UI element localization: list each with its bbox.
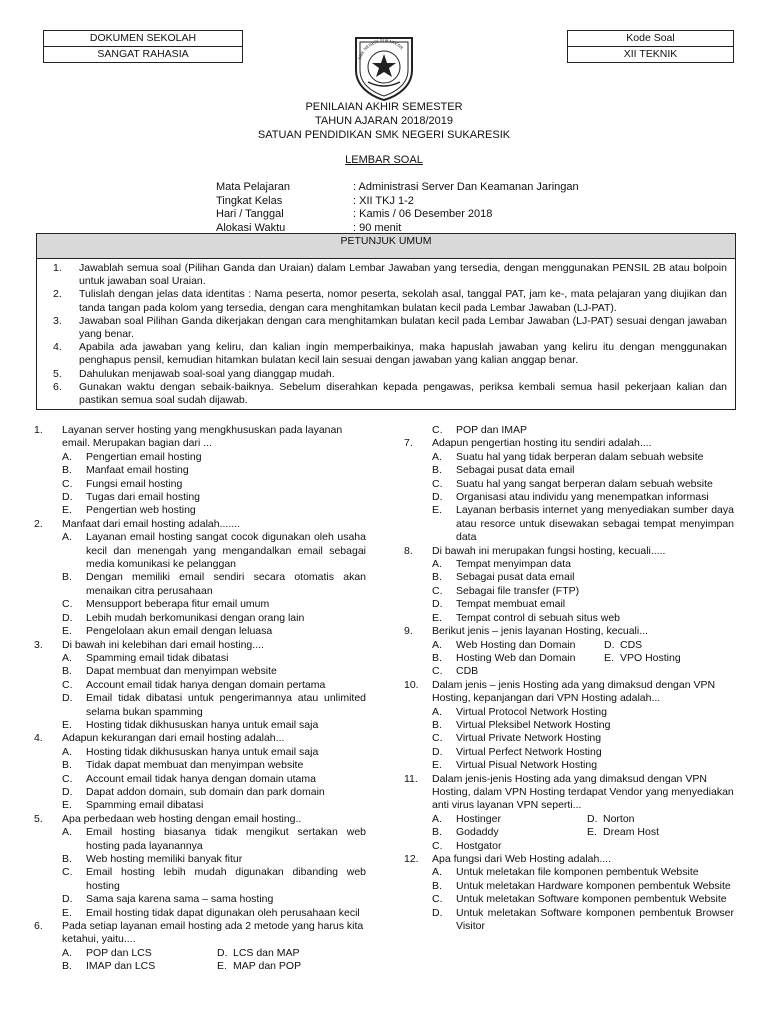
option-d[interactable]: D. Virtual Perfect Network Hosting	[432, 745, 602, 758]
instruction-item: 6. Gunakan waktu dengan sebaik-baiknya. Sebelum diserahkan kepada pengawas, periksa kembali semua hasil pekerjaan kalian dan pastikan semua soal sudah dijawab.	[53, 380, 727, 407]
option-d[interactable]: D. Email tidak dibatasi untuk pengerimannya atau unlimited selama bukan spamming	[62, 692, 366, 718]
option-a[interactable]: A. Suatu hal yang tidak berperan dalam sebuah website	[432, 450, 704, 463]
question-5: 5. Apa perbedaan web hosting dengan email hosting.. A. Email hosting biasanya tidak mengikut sertakan web hosting pada layanannya B. Web hosting memiliki banyak fitur C. Email hosting lebih mudah digunakan dibanding web hosting D. Sama saja karena sama – sama hosting E. Email hosting tidak dapat digunakan oleh perusahaan kecil	[34, 812, 366, 919]
question-7: 7. Adapun pengertian hosting itu sendiri adalah.... A. Suatu hal yang tidak berperan dalam sebuah website B. Sebagai pusat data email C. Suatu hal yang sangat berperan dalam sebuah website D. Organisasi atau individu yang menempatkan informasi E. Layanan berbasis internet yang menyediakan sumber daya atau resorce untuk disewakan sebagai tempat menyimpan data	[404, 437, 734, 544]
option-b[interactable]: B. Untuk meletakan Hardware komponen pembentuk Website	[432, 879, 731, 892]
option-a[interactable]: A. Layanan email hosting sangat cocok digunakan oleh usaha kecil dan menengah yang mengandalkan email sebagai media komunikasi ke pelanggan	[62, 531, 366, 571]
confidentiality-label: SANGAT RAHASIA	[97, 48, 189, 60]
option-a[interactable]: A. Hostinger	[432, 812, 501, 825]
option-d[interactable]: D. Lebih mudah berkomunikasi dengan orang lain	[62, 611, 305, 624]
option-d[interactable]: D. Sama saja karena sama – sama hosting	[62, 893, 274, 906]
question-column-right	[404, 424, 734, 933]
option-d[interactable]: D. Tugas dari email hosting	[62, 491, 201, 504]
option-c[interactable]: C. Account email tidak hanya dengan domain pertama	[62, 678, 326, 691]
option-c[interactable]: C. Email hosting lebih mudah digunakan dibanding web hosting	[62, 866, 366, 892]
question-2: 2. Manfaat dari email hosting adalah....... A. Layanan email hosting sangat cocok digunakan oleh usaha kecil dan menengah yang mengandalkan email sebagai media komunikasi ke pelanggan B. Dengan memiliki email sendiri secara otomatis akan menaikan citra perusahaan C. Mensupport beberapa fitur email umum D. Lebih mudah berkomunikasi dengan orang lain E. Pengelolaan akun email dengan leluasa	[34, 517, 366, 638]
exam-info	[216, 181, 636, 235]
document-class-label: DOKUMEN SEKOLAH	[44, 31, 242, 47]
question-6: 6. Pada setiap layanan email hosting ada 2 metode yang harus kita ketahui, yaitu.... A. POP dan LCS D. LCS dan MAP B. IMAP dan LCS E. MAP dan POP	[34, 920, 364, 973]
option-b[interactable]: B. IMAP dan LCS	[62, 960, 156, 973]
option-a[interactable]: A. POP dan LCS	[62, 946, 152, 959]
option-b[interactable]: B. Dengan memiliki email sendiri secara otomatis akan menaikan citra perusahaan	[62, 571, 366, 597]
option-b[interactable]: B. Dapat membuat dan menyimpan website	[62, 665, 277, 678]
option-d[interactable]: D. LCS dan MAP	[217, 946, 300, 959]
option-b[interactable]: B. Hosting Web dan Domain	[432, 651, 576, 664]
option-d[interactable]: D. Organisasi atau individu yang menempatkan informasi	[432, 491, 709, 504]
general-instructions	[36, 233, 736, 410]
option-d[interactable]: D. CDS	[604, 638, 643, 651]
option-b[interactable]: B. Virtual Pleksibel Network Hosting	[432, 718, 611, 731]
instruction-item: 1. Jawablah semua soal (Pilihan Ganda dan Uraian) dalam Lembar Jawaban yang tersedia, dengan menggunakan PENSIL 2B atau bolpoin untuk jawaban soal Uraian.	[53, 262, 727, 288]
option-b[interactable]: B. Sebagai pusat data email	[432, 571, 575, 584]
option-b[interactable]: B. Web hosting memiliki banyak fitur	[62, 853, 243, 865]
option-a[interactable]: A. Web Hosting dan Domain	[432, 638, 576, 651]
option-a[interactable]: A. Email hosting biasanya tidak mengikut sertakan web hosting pada layanannya	[62, 826, 366, 852]
option-e[interactable]: E. Hosting tidak dikhususkan hanya untuk email saja	[62, 718, 319, 731]
exam-code-box	[567, 30, 734, 63]
option-e[interactable]: E. Layanan berbasis internet yang menyediakan sumber daya atau resorce untuk disewakan sebagai tempat menyimpan data	[432, 504, 734, 544]
option-b[interactable]: B. Manfaat email hosting	[62, 464, 189, 477]
question-column-left	[34, 424, 366, 974]
logo-text: SMK NEGERI SUKARESIK	[356, 37, 405, 61]
option-b[interactable]: B. Godaddy	[432, 826, 499, 839]
option-e[interactable]: E. Spamming email dibatasi	[62, 799, 204, 812]
option-d[interactable]: D. Norton	[587, 812, 635, 825]
instruction-item: 2. Tulislah dengan jelas data identitas : Nama peserta, nomor peserta, sekolah asal, tanggal PAT, jam ke-, mata pelajaran yang diujikan dan tanda tangan pada kolom yang tersedia, dengan cara menghitamkan bulatan kecil pada Lembar Jawaban (LJ-PAT).	[53, 288, 727, 314]
question-10: 10. Dalam jenis – jenis Hosting ada yang dimaksud dengan VPN Hosting, kepanjangan dari VPN Hosting adalah... A. Virtual Protocol Network Hosting B. Virtual Pleksibel Network Hosting C. Virtual Private Network Hosting D. Virtual Perfect Network Hosting E. Virtual Pisual Network Hosting	[404, 679, 734, 773]
question-9: 9. Berikut jenis – jenis layanan Hosting, kecuali... A. Web Hosting dan Domain D. CDS B. Hosting Web dan Domain E. VPO Hosting C. CDB	[404, 625, 681, 678]
option-d[interactable]: D. Tempat membuat email	[432, 598, 566, 611]
question-4: 4. Adapun kekurangan dari email hosting adalah... A. Hosting tidak dikhususkan hanya untuk email saja B. Tidak dapat membuat dan menyimpan website C. Account email tidak hanya dengan domain utama D. Dapat addon domain, sub domain dan park domain E. Spamming email dibatasi	[34, 732, 366, 812]
instruction-item: 4. Apabila ada jawaban yang keliru, dan kalian ingin memperbaikinya, maka hapuslah jawaban yang keliru itu dengan menggunakan penghapus pensil, kemudian hitamkan bulatan kecil lain sesuai dengan jawaban yang kalian anggap benar.	[53, 341, 727, 367]
option-e[interactable]: E. VPO Hosting	[604, 651, 681, 664]
info-row-date: Hari / Tanggal : Kamis / 06 Desember 2018	[216, 208, 493, 220]
option-c[interactable]: C. Fungsi email hosting	[62, 477, 183, 490]
option-c[interactable]: C. Account email tidak hanya dengan domain utama	[62, 772, 316, 785]
instruction-item: 3. Jawaban soal Pilihan Ganda dikerjakan dengan cara menghitamkan bulatan kecil pada Lembar Jawaban (LJ-PAT) sesuai dengan jawaban yang benar.	[53, 314, 727, 341]
option-d[interactable]: D. Dapat addon domain, sub domain dan park domain	[62, 785, 325, 798]
sheet-title: LEMBAR SOAL	[345, 154, 423, 166]
option-c[interactable]: C. Sebagai file transfer (FTP)	[432, 584, 580, 597]
exam-code-value: XII TEKNIK	[623, 48, 678, 60]
info-row-duration: Alokasi Waktu : 90 menit	[216, 221, 402, 234]
option-a[interactable]: A. Pengertian email hosting	[62, 450, 202, 463]
option-a[interactable]: A. Virtual Protocol Network Hosting	[432, 705, 607, 718]
option-b[interactable]: B. Tidak dapat membuat dan menyimpan website	[62, 759, 304, 772]
option-b[interactable]: B. Sebagai pusat data email	[432, 464, 575, 477]
exam-title: PENILAIAN AKHIR SEMESTER	[305, 101, 463, 113]
option-c[interactable]: C. Virtual Private Network Hosting	[432, 732, 602, 745]
info-row-subject: Mata Pelajaran : Administrasi Server Dan Keamanan Jaringan	[216, 181, 579, 193]
option-e[interactable]: E. MAP dan POP	[217, 960, 302, 973]
option-e[interactable]: E. Virtual Pisual Network Hosting	[432, 759, 598, 772]
school-name: SATUAN PENDIDIKAN SMK NEGERI SUKARESIK	[257, 129, 511, 141]
option-a[interactable]: A. Tempat menyimpan data	[432, 558, 571, 571]
option-c[interactable]: C. CDB	[432, 665, 479, 678]
option-c[interactable]: C. Mensupport beberapa fitur email umum	[62, 598, 270, 611]
option-e[interactable]: E. Email hosting tidak dapat digunakan oleh perusahaan kecil	[62, 906, 360, 919]
option-c[interactable]: C. POP dan IMAP	[432, 424, 528, 436]
option-e[interactable]: E. Dream Host	[587, 826, 660, 839]
option-c[interactable]: C. Suatu hal yang sangat berperan dalam sebuah website	[432, 477, 713, 490]
academic-year: TAHUN AJARAN 2018/2019	[315, 115, 453, 127]
option-c[interactable]: C. Hostgator	[432, 839, 502, 852]
option-e[interactable]: E. Tempat control di sebuah situs web	[432, 611, 621, 624]
question-11: 11. Dalam jenis-jenis Hosting ada yang dimaksud dengan VPN Hosting, dalam VPN Hosting terdapat Vendor yang menyediakan anti virus layanan VPN seperti... A. Hostinger D. Norton B. Godaddy E. Dream Host C. Hostgator	[404, 772, 734, 852]
option-d[interactable]: D. Untuk meletakan Software komponen pembentuk Browser Visitor	[432, 906, 734, 933]
instructions-list	[37, 259, 735, 409]
question-8: 8. Di bawah ini merupakan fungsi hosting, kecuali..... A. Tempat menyimpan data B. Sebagai pusat data email C. Sebagai file transfer (FTP) D. Tempat membuat email E. Tempat control di sebuah situs web	[404, 545, 734, 625]
question-3: 3. Di bawah ini kelebihan dari email hosting.... A. Spamming email tidak dibatasi B. Dapat membuat dan menyimpan website C. Account email tidak hanya dengan domain pertama D. Email tidak dibatasi untuk pengerimannya atau unlimited selama bukan spamming E. Hosting tidak dikhususkan hanya untuk email saja	[34, 638, 366, 731]
document-class-box	[43, 30, 243, 63]
option-a[interactable]: A. Hosting tidak dikhususkan hanya untuk email saja	[62, 745, 319, 758]
instruction-item: 5. Dahulukan menjawab soal-soal yang dianggap mudah.	[53, 367, 335, 380]
instructions-title: PETUNJUK UMUM	[37, 234, 735, 259]
exam-code-label: Kode Soal	[568, 31, 733, 47]
option-a[interactable]: A. Untuk meletakan file komponen pembentuk Website	[432, 866, 699, 879]
exam-header	[200, 100, 568, 142]
question-1: 1. Layanan server hosting yang mengkhususkan pada layanan email. Merupakan bagian dari ... A. Pengertian email hosting B. Manfaat email hosting C. Fungsi email hosting D. Tugas dari email hosting E. Pengertian web hosting	[34, 424, 366, 518]
school-logo	[348, 30, 420, 102]
option-c[interactable]: C. Untuk meletakan Software komponen pembentuk Website	[432, 893, 727, 906]
option-a[interactable]: A. Spamming email tidak dibatasi	[62, 651, 229, 664]
question-12: 12. Apa fungsi dari Web Hosting adalah.... A. Untuk meletakan file komponen pembentuk Website B. Untuk meletakan Hardware komponen pembentuk Website C. Untuk meletakan Software komponen pembentuk Website D. Untuk meletakan Software komponen pembentuk Browser Visitor	[404, 853, 734, 933]
info-row-class: Tingkat Kelas : XII TKJ 1-2	[216, 194, 414, 207]
option-e[interactable]: E. Pengertian web hosting	[62, 504, 196, 517]
option-e[interactable]: E. Pengelolaan akun email dengan leluasa	[62, 625, 273, 638]
